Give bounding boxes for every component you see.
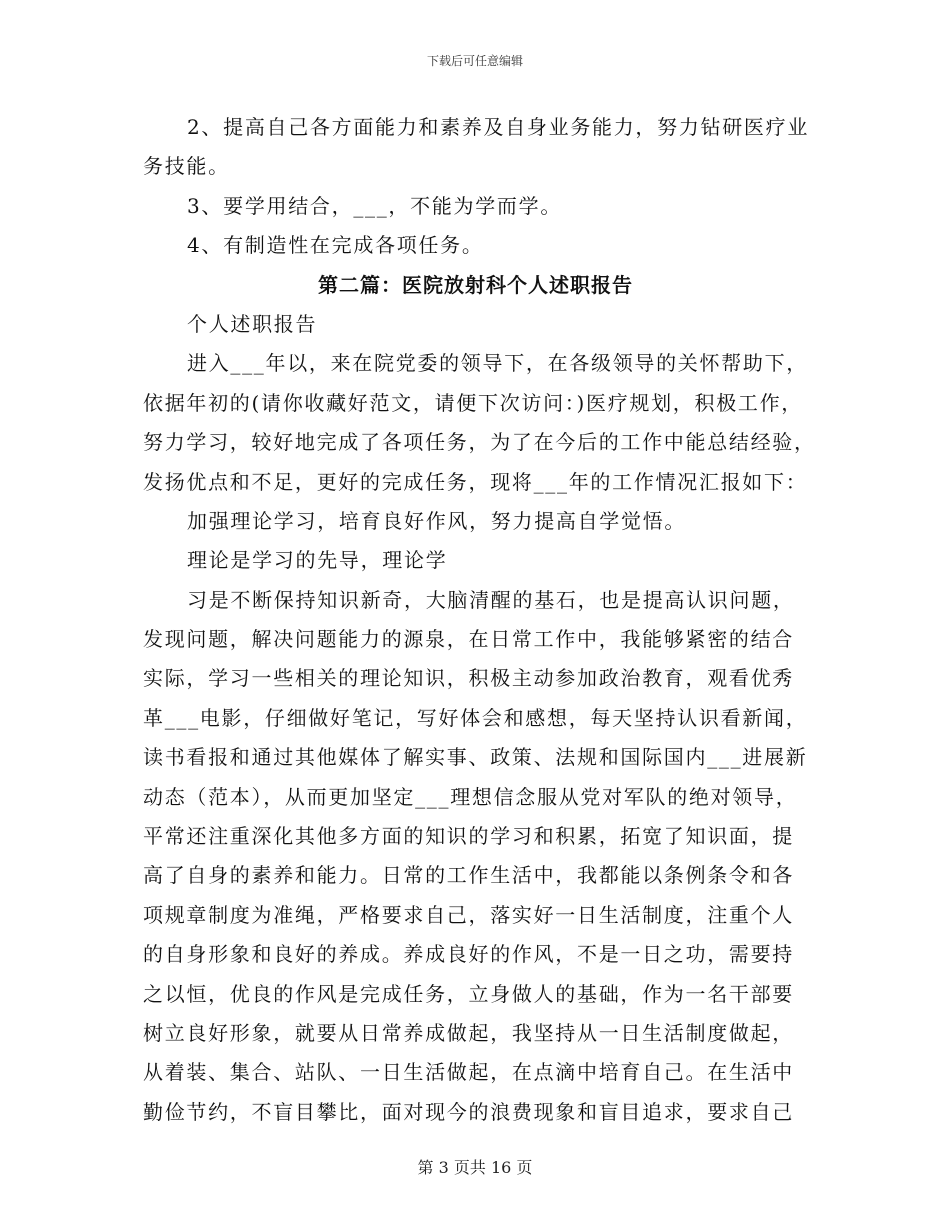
paragraph-line: 高了自身的素养和能力。日常的工作生活中，我都能以条例条令和各 <box>143 863 794 888</box>
paragraph-line: 的自身形象和良好的养成。养成良好的作风，不是一日之功，需要持 <box>143 942 794 967</box>
paragraph-line: 革___电影，仔细做好笔记，写好体会和感想，每天坚持认识看新闻， <box>143 705 808 730</box>
paragraph-line: 读书看报和通过其他媒体了解实事、政策、法规和国际国内___进展新 <box>143 745 808 770</box>
paragraph-line: 2、提高自己各方面能力和素养及自身业务能力，努力钻研医疗业 <box>187 115 810 139</box>
paragraph-line: 依据年初的(请你收藏好范文，请便下次访问：)医疗规划，积极工作， <box>143 390 804 415</box>
paragraph-line: 之以恒，优良的作风是完成任务，立身做人的基础，作为一名干部要 <box>143 981 794 1006</box>
paragraph-line: 务技能。 <box>143 154 230 179</box>
paragraph-line: 发现问题，解决问题能力的源泉，在日常工作中，我能够紧密的结合 <box>143 627 794 652</box>
paragraph-line: 进入___年以，来在院党委的领导下，在各级领导的关怀帮助下， <box>187 351 808 376</box>
paragraph-line: 勤俭节约，不盲目攀比，面对现今的浪费现象和盲目追求，要求自己 <box>143 1099 794 1124</box>
paragraph-line: 习是不断保持知识新奇，大脑清醒的基石，也是提高认识问题， <box>187 587 795 612</box>
paragraph-line: 3、要学用结合，___，不能为学而学。 <box>187 193 563 218</box>
document-body <box>143 108 816 1132</box>
paragraph-line: 理论是学习的先导，理论学 <box>187 548 448 573</box>
paragraph-line: 项规章制度为准绳，严格要求自己，落实好一日生活制度，注重个人 <box>143 902 794 927</box>
page-footer: 第 3 页共 16 页 <box>417 1158 533 1177</box>
paragraph-line: 树立良好形象，就要从日常养成做起，我坚持从一日生活制度做起， <box>143 1020 794 1045</box>
paragraph-line: 实际，学习一些相关的理论知识，积极主动参加政治教育，观看优秀 <box>143 666 794 691</box>
section-heading: 第二篇：医院放射科个人述职报告 <box>318 272 633 297</box>
paragraph-line: 加强理论学习，培育良好作风，努力提高自学觉悟。 <box>187 508 687 533</box>
paragraph-line: 从着装、集合、站队、一日生活做起，在点滴中培育自己。在生活中 <box>143 1060 794 1085</box>
paragraph-line: 努力学习，较好地完成了各项任务，为了在今后的工作中能总结经验， <box>143 430 816 455</box>
paragraph-line: 发扬优点和不足，更好的完成任务，现将___年的工作情况汇报如下： <box>143 469 808 494</box>
report-title: 个人述职报告 <box>187 311 318 336</box>
page-header: 下载后可任意编辑 <box>426 54 523 68</box>
paragraph-line: 动态（范本），从而更加坚定___理想信念服从党对军队的绝对领导， <box>143 784 798 809</box>
paragraph-line: 4、有制造性在完成各项任务。 <box>187 233 484 258</box>
paragraph-line: 平常还注重深化其他多方面的知识的学习和积累，拓宽了知识面，提 <box>143 824 794 849</box>
